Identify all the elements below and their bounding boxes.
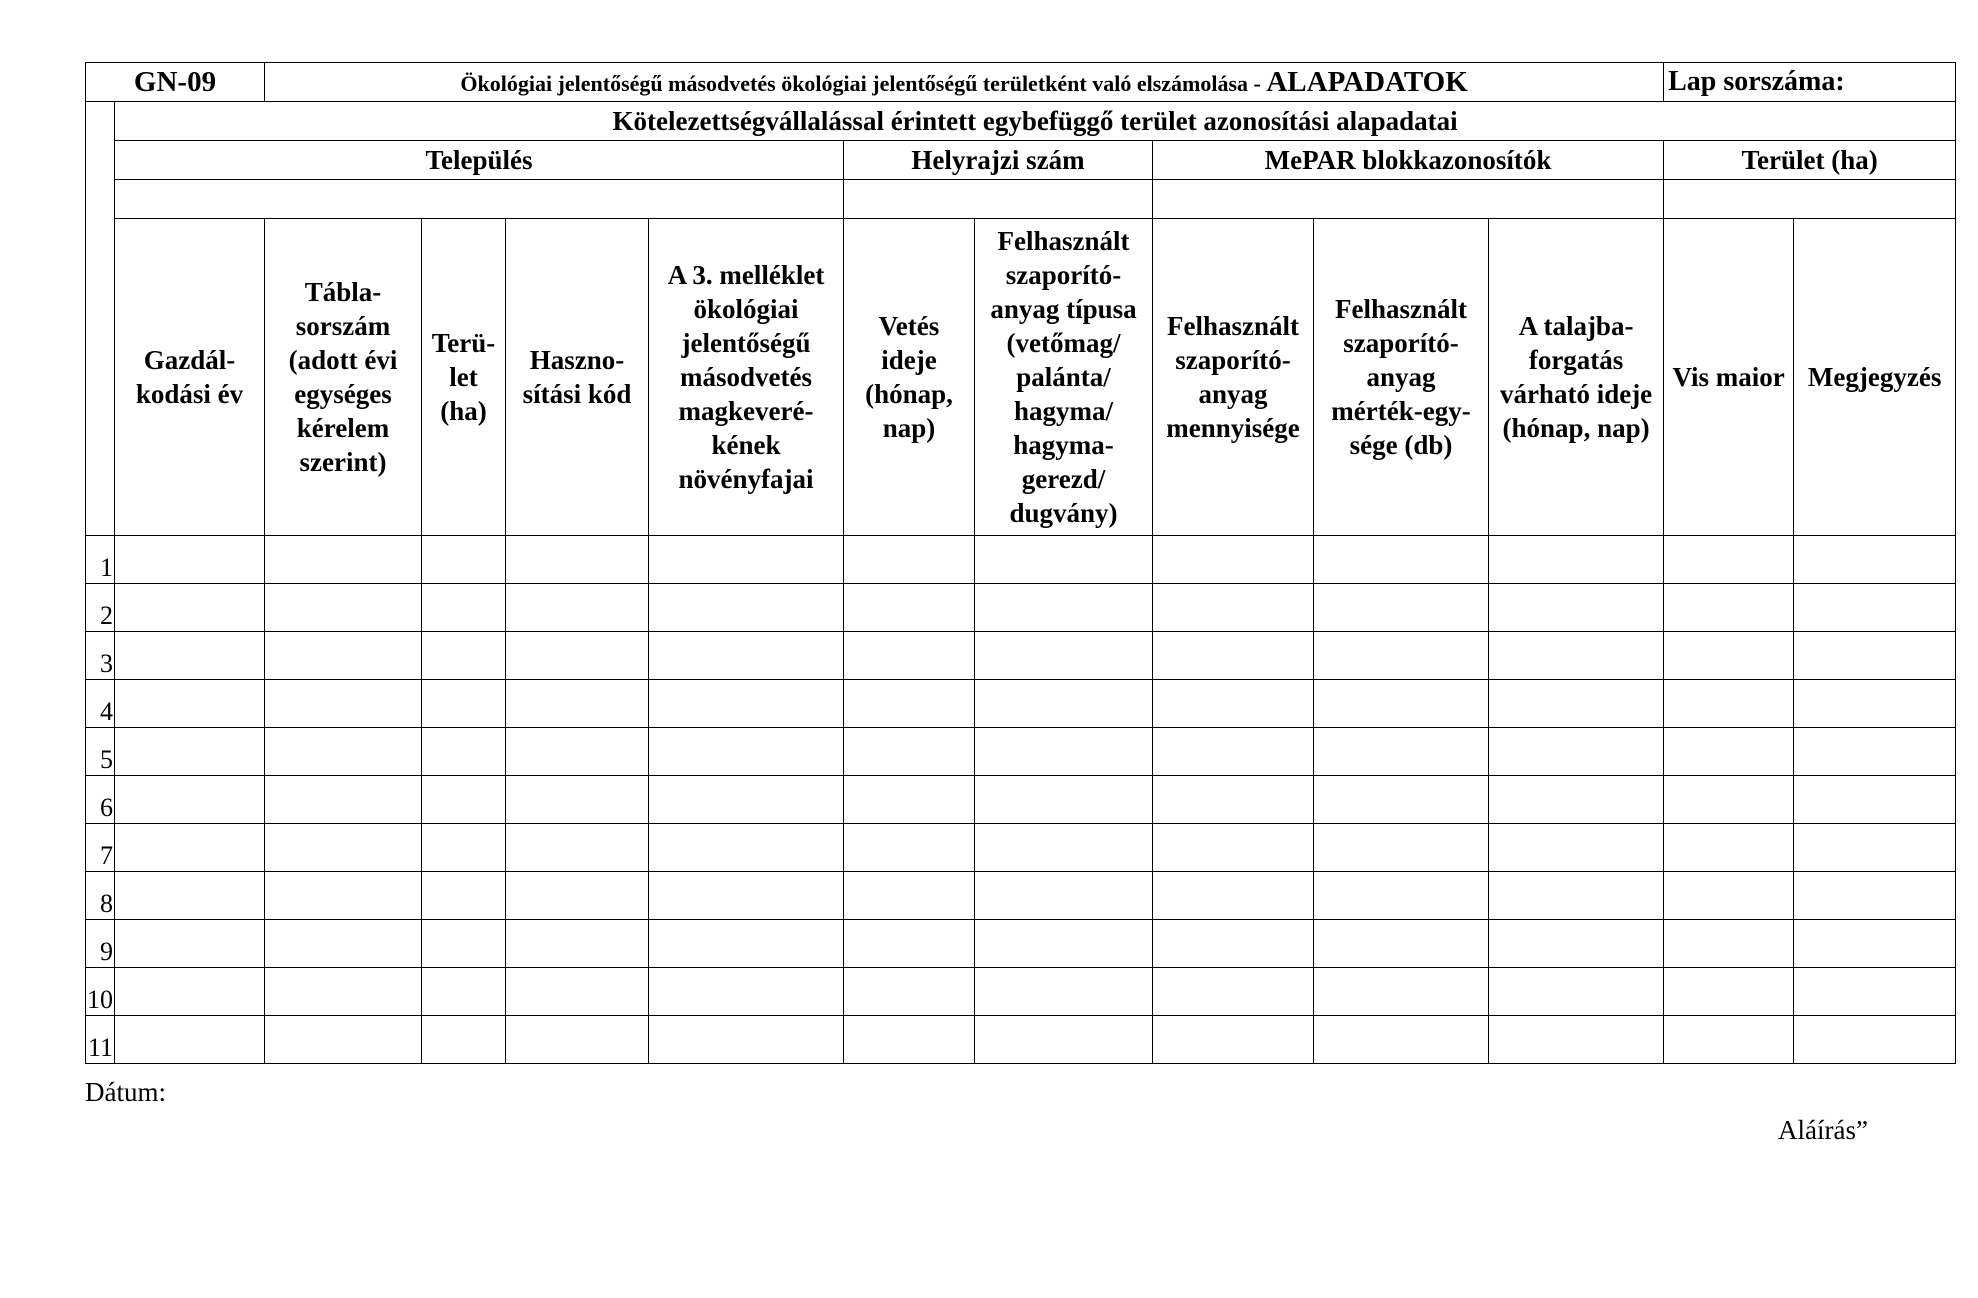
form-title-emphasis: ALAPADATOK xyxy=(1266,65,1468,98)
cell-szaporitoanyag-mennyisege[interactable] xyxy=(1153,968,1314,1016)
col-header-tablasorszam: Tábla- sorszám (adott évi egységes kérelem szerint) xyxy=(265,219,422,536)
cell-vis-maior[interactable] xyxy=(1664,728,1794,776)
cell-gazdalkodasi-ev[interactable] xyxy=(115,680,265,728)
cell-szaporitoanyag-tipusa[interactable] xyxy=(975,680,1153,728)
col-header-vetes-ideje: Vetés ideje (hónap, nap) xyxy=(844,219,975,536)
cell-hasznositasi-kod[interactable] xyxy=(506,1016,649,1064)
cell-hasznositasi-kod[interactable] xyxy=(506,968,649,1016)
cell-szaporitoanyag-mennyisege[interactable] xyxy=(1153,872,1314,920)
id-header-row xyxy=(86,141,1956,180)
cell-szaporitoanyag-tipusa[interactable] xyxy=(975,632,1153,680)
header-terulet: Terület (ha) xyxy=(1664,141,1956,180)
cell-hasznositasi-kod[interactable] xyxy=(506,632,649,680)
cell-szaporitoanyag-mertekegysege[interactable] xyxy=(1314,584,1489,632)
cell-szaporitoanyag-mennyisege[interactable] xyxy=(1153,728,1314,776)
row-number: 2 xyxy=(86,584,115,632)
cell-novenyfajok[interactable] xyxy=(649,680,844,728)
cell-terulet[interactable] xyxy=(422,680,506,728)
cell-megjegyzes[interactable] xyxy=(1794,872,1956,920)
cell-tablasorszam[interactable] xyxy=(265,680,422,728)
cell-szaporitoanyag-tipusa[interactable] xyxy=(975,824,1153,872)
cell-talajbaforgatas[interactable] xyxy=(1489,536,1664,584)
signature-label: Aláírás” xyxy=(1778,1115,1868,1145)
cell-gazdalkodasi-ev[interactable] xyxy=(115,728,265,776)
cell-megjegyzes[interactable] xyxy=(1794,680,1956,728)
cell-szaporitoanyag-tipusa[interactable] xyxy=(975,872,1153,920)
row-number: 7 xyxy=(86,824,115,872)
input-helyrajzi-szam[interactable] xyxy=(844,180,1153,219)
cell-megjegyzes[interactable] xyxy=(1794,584,1956,632)
col-header-szaporitoanyag-mertekegysege: Felhasznált szaporító- anyag mérték-egy- sége (db) xyxy=(1314,219,1489,536)
cell-vis-maior[interactable] xyxy=(1664,584,1794,632)
cell-hasznositasi-kod[interactable] xyxy=(506,728,649,776)
table-row xyxy=(86,632,1956,680)
cell-hasznositasi-kod[interactable] xyxy=(506,536,649,584)
cell-szaporitoanyag-mertekegysege[interactable] xyxy=(1314,1016,1489,1064)
col-header-hasznositasi-kod: Haszno- sítási kód xyxy=(506,219,649,536)
cell-vis-maior[interactable] xyxy=(1664,776,1794,824)
col-header-novenyfajok: A 3. melléklet ökológiai jelentőségű másodvetés magkeveré- kének növényfajai xyxy=(649,219,844,536)
cell-gazdalkodasi-ev[interactable] xyxy=(115,824,265,872)
cell-vetes-ideje[interactable] xyxy=(844,536,975,584)
col-header-szaporitoanyag-mennyisege: Felhasznált szaporító- anyag mennyisége xyxy=(1153,219,1314,536)
cell-szaporitoanyag-tipusa[interactable] xyxy=(975,968,1153,1016)
cell-vis-maior[interactable] xyxy=(1664,680,1794,728)
cell-vetes-ideje[interactable] xyxy=(844,728,975,776)
cell-vetes-ideje[interactable] xyxy=(844,824,975,872)
cell-szaporitoanyag-mennyisege[interactable] xyxy=(1153,584,1314,632)
cell-talajbaforgatas[interactable] xyxy=(1489,632,1664,680)
header-helyrajzi-szam: Helyrajzi szám xyxy=(844,141,1153,180)
cell-hasznositasi-kod[interactable] xyxy=(506,920,649,968)
section-title: Kötelezettségvállalással érintett egybefüggő terület azonosítási alapadatai xyxy=(115,102,1956,141)
cell-szaporitoanyag-mertekegysege[interactable] xyxy=(1314,824,1489,872)
cell-szaporitoanyag-tipusa[interactable] xyxy=(975,920,1153,968)
cell-tablasorszam[interactable] xyxy=(265,776,422,824)
cell-szaporitoanyag-mertekegysege[interactable] xyxy=(1314,920,1489,968)
cell-terulet[interactable] xyxy=(422,776,506,824)
col-header-talajbaforgatas: A talajba- forgatás várható ideje (hónap, nap) xyxy=(1489,219,1664,536)
cell-hasznositasi-kod[interactable] xyxy=(506,824,649,872)
form-title xyxy=(265,63,1664,102)
row-number: 6 xyxy=(86,776,115,824)
row-number: 3 xyxy=(86,632,115,680)
cell-novenyfajok[interactable] xyxy=(649,632,844,680)
input-mepar[interactable] xyxy=(1153,180,1664,219)
row-number: 11 xyxy=(86,1016,115,1064)
cell-vis-maior[interactable] xyxy=(1664,824,1794,872)
row-number: 1 xyxy=(86,536,115,584)
header-mepar: MePAR blokkazonosítók xyxy=(1153,141,1664,180)
cell-tablasorszam[interactable] xyxy=(265,728,422,776)
left-margin-cell xyxy=(86,102,115,536)
cell-vis-maior[interactable] xyxy=(1664,536,1794,584)
col-header-gazdalkodasi-ev: Gazdál- kodási év xyxy=(115,219,265,536)
cell-vetes-ideje[interactable] xyxy=(844,632,975,680)
cell-hasznositasi-kod[interactable] xyxy=(506,872,649,920)
column-header-row xyxy=(86,219,1956,536)
cell-szaporitoanyag-mennyisege[interactable] xyxy=(1153,824,1314,872)
cell-novenyfajok[interactable] xyxy=(649,536,844,584)
title-row xyxy=(86,63,1956,102)
data-rows xyxy=(86,536,1956,1064)
form-sheet xyxy=(85,62,1955,1064)
cell-gazdalkodasi-ev[interactable] xyxy=(115,920,265,968)
cell-vetes-ideje[interactable] xyxy=(844,680,975,728)
gn09-form-table xyxy=(85,62,1956,1064)
cell-terulet[interactable] xyxy=(422,728,506,776)
cell-gazdalkodasi-ev[interactable] xyxy=(115,584,265,632)
cell-szaporitoanyag-tipusa[interactable] xyxy=(975,728,1153,776)
cell-talajbaforgatas[interactable] xyxy=(1489,872,1664,920)
cell-talajbaforgatas[interactable] xyxy=(1489,728,1664,776)
cell-novenyfajok[interactable] xyxy=(649,872,844,920)
cell-gazdalkodasi-ev[interactable] xyxy=(115,776,265,824)
cell-megjegyzes[interactable] xyxy=(1794,632,1956,680)
cell-terulet[interactable] xyxy=(422,536,506,584)
cell-szaporitoanyag-mennyisege[interactable] xyxy=(1153,632,1314,680)
cell-szaporitoanyag-mennyisege[interactable] xyxy=(1153,680,1314,728)
cell-terulet[interactable] xyxy=(422,584,506,632)
row-number: 10 xyxy=(86,968,115,1016)
cell-novenyfajok[interactable] xyxy=(649,584,844,632)
row-number: 5 xyxy=(86,728,115,776)
cell-tablasorszam[interactable] xyxy=(265,536,422,584)
cell-vis-maior[interactable] xyxy=(1664,968,1794,1016)
cell-megjegyzes[interactable] xyxy=(1794,536,1956,584)
cell-szaporitoanyag-mertekegysege[interactable] xyxy=(1314,872,1489,920)
table-row xyxy=(86,920,1956,968)
cell-vetes-ideje[interactable] xyxy=(844,584,975,632)
cell-szaporitoanyag-tipusa[interactable] xyxy=(975,1016,1153,1064)
cell-tablasorszam[interactable] xyxy=(265,968,422,1016)
col-header-vis-maior: Vis maior xyxy=(1664,219,1794,536)
cell-talajbaforgatas[interactable] xyxy=(1489,776,1664,824)
row-number: 9 xyxy=(86,920,115,968)
cell-terulet[interactable] xyxy=(422,968,506,1016)
cell-novenyfajok[interactable] xyxy=(649,968,844,1016)
cell-tablasorszam[interactable] xyxy=(265,584,422,632)
header-telepules: Település xyxy=(115,141,844,180)
cell-szaporitoanyag-mertekegysege[interactable] xyxy=(1314,680,1489,728)
cell-novenyfajok[interactable] xyxy=(649,920,844,968)
cell-vis-maior[interactable] xyxy=(1664,920,1794,968)
form-title-text: Ökológiai jelentőségű másodvetés ökológiai jelentőségű területként való elszámolása - xyxy=(460,70,1267,96)
table-row xyxy=(86,1016,1956,1064)
cell-megjegyzes[interactable] xyxy=(1794,968,1956,1016)
cell-terulet[interactable] xyxy=(422,824,506,872)
cell-gazdalkodasi-ev[interactable] xyxy=(115,872,265,920)
cell-szaporitoanyag-mertekegysege[interactable] xyxy=(1314,776,1489,824)
table-row xyxy=(86,680,1956,728)
row-number: 4 xyxy=(86,680,115,728)
cell-novenyfajok[interactable] xyxy=(649,728,844,776)
cell-szaporitoanyag-mertekegysege[interactable] xyxy=(1314,968,1489,1016)
table-row xyxy=(86,536,1956,584)
cell-vetes-ideje[interactable] xyxy=(844,968,975,1016)
col-header-megjegyzes: Megjegyzés xyxy=(1794,219,1956,536)
cell-tablasorszam[interactable] xyxy=(265,632,422,680)
cell-terulet[interactable] xyxy=(422,632,506,680)
cell-hasznositasi-kod[interactable] xyxy=(506,584,649,632)
cell-talajbaforgatas[interactable] xyxy=(1489,584,1664,632)
cell-szaporitoanyag-mertekegysege[interactable] xyxy=(1314,536,1489,584)
cell-megjegyzes[interactable] xyxy=(1794,920,1956,968)
cell-megjegyzes[interactable] xyxy=(1794,824,1956,872)
cell-hasznositasi-kod[interactable] xyxy=(506,680,649,728)
sheet-number-label: Lap sorszáma: xyxy=(1664,63,1956,102)
cell-terulet[interactable] xyxy=(422,1016,506,1064)
cell-hasznositasi-kod[interactable] xyxy=(506,776,649,824)
cell-vis-maior[interactable] xyxy=(1664,872,1794,920)
cell-szaporitoanyag-tipusa[interactable] xyxy=(975,776,1153,824)
id-input-row xyxy=(86,180,1956,219)
cell-szaporitoanyag-mertekegysege[interactable] xyxy=(1314,728,1489,776)
table-row xyxy=(86,584,1956,632)
cell-vetes-ideje[interactable] xyxy=(844,920,975,968)
cell-szaporitoanyag-mennyisege[interactable] xyxy=(1153,536,1314,584)
cell-szaporitoanyag-mertekegysege[interactable] xyxy=(1314,632,1489,680)
cell-vetes-ideje[interactable] xyxy=(844,1016,975,1064)
cell-talajbaforgatas[interactable] xyxy=(1489,680,1664,728)
date-label: Dátum: xyxy=(85,1077,166,1107)
cell-szaporitoanyag-mennyisege[interactable] xyxy=(1153,1016,1314,1064)
cell-megjegyzes[interactable] xyxy=(1794,1016,1956,1064)
cell-szaporitoanyag-mennyisege[interactable] xyxy=(1153,776,1314,824)
cell-szaporitoanyag-mennyisege[interactable] xyxy=(1153,920,1314,968)
cell-vis-maior[interactable] xyxy=(1664,1016,1794,1064)
cell-megjegyzes[interactable] xyxy=(1794,728,1956,776)
cell-novenyfajok[interactable] xyxy=(649,1016,844,1064)
cell-novenyfajok[interactable] xyxy=(649,824,844,872)
cell-szaporitoanyag-tipusa[interactable] xyxy=(975,536,1153,584)
table-row xyxy=(86,728,1956,776)
cell-novenyfajok[interactable] xyxy=(649,776,844,824)
input-terulet[interactable] xyxy=(1664,180,1956,219)
cell-vetes-ideje[interactable] xyxy=(844,872,975,920)
cell-talajbaforgatas[interactable] xyxy=(1489,824,1664,872)
table-row xyxy=(86,824,1956,872)
table-row xyxy=(86,872,1956,920)
table-row xyxy=(86,776,1956,824)
section-title-row xyxy=(86,102,1956,141)
cell-tablasorszam[interactable] xyxy=(265,1016,422,1064)
row-number: 8 xyxy=(86,872,115,920)
cell-terulet[interactable] xyxy=(422,920,506,968)
cell-vis-maior[interactable] xyxy=(1664,632,1794,680)
col-header-terulet: Terü- let (ha) xyxy=(422,219,506,536)
cell-tablasorszam[interactable] xyxy=(265,920,422,968)
cell-gazdalkodasi-ev[interactable] xyxy=(115,1016,265,1064)
cell-tablasorszam[interactable] xyxy=(265,824,422,872)
cell-gazdalkodasi-ev[interactable] xyxy=(115,536,265,584)
col-header-szaporitoanyag-tipusa: Felhasznált szaporító- anyag típusa (vetőmag/ palánta/ hagyma/ hagyma- gerezd/ dugvány) xyxy=(975,219,1153,536)
cell-talajbaforgatas[interactable] xyxy=(1489,920,1664,968)
cell-gazdalkodasi-ev[interactable] xyxy=(115,632,265,680)
cell-talajbaforgatas[interactable] xyxy=(1489,1016,1664,1064)
cell-talajbaforgatas[interactable] xyxy=(1489,968,1664,1016)
cell-vetes-ideje[interactable] xyxy=(844,776,975,824)
cell-tablasorszam[interactable] xyxy=(265,872,422,920)
cell-szaporitoanyag-tipusa[interactable] xyxy=(975,584,1153,632)
cell-terulet[interactable] xyxy=(422,872,506,920)
form-code: GN-09 xyxy=(86,63,265,102)
table-row xyxy=(86,968,1956,1016)
cell-gazdalkodasi-ev[interactable] xyxy=(115,968,265,1016)
input-telepules[interactable] xyxy=(115,180,844,219)
cell-megjegyzes[interactable] xyxy=(1794,776,1956,824)
